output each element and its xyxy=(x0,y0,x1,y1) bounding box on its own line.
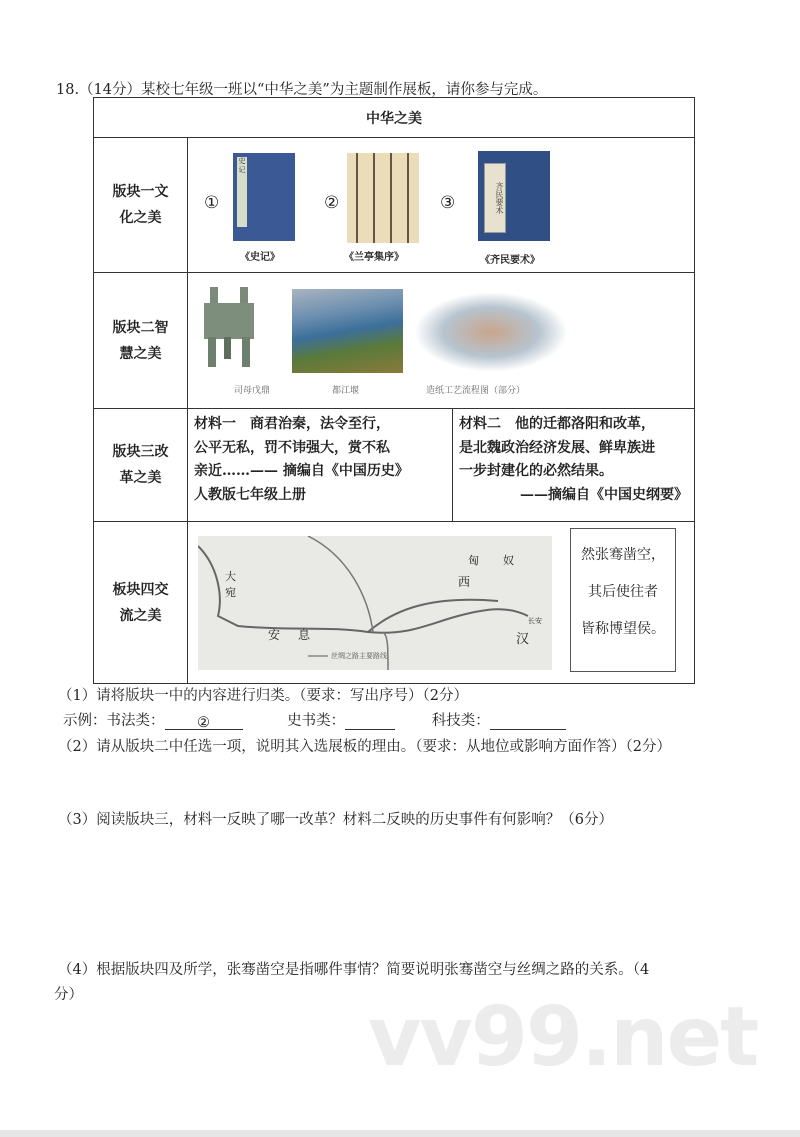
dujiangyan-image xyxy=(292,289,403,373)
section-exchange xyxy=(94,522,695,684)
material-one: 材料一 商君治秦，法令至行， 公平无私，罚不讳强大，赏不私 亲近……—— 摘编自《中国历史》 人教版七年级上册 xyxy=(188,409,453,521)
qiminyaoshu-book-image: 齐民要术 xyxy=(478,151,550,241)
item-caption: 都江堰 xyxy=(332,386,360,396)
section-culture xyxy=(94,138,695,273)
watermark: vv99.net xyxy=(368,990,758,1085)
sub-question-4-cont: 分） xyxy=(54,987,83,1003)
item-marker: ① xyxy=(204,193,220,213)
sub-question-2: （2）请从版块二中任选一项，说明其入选展板的理由。（要求：从地位或影响方面作答）（2分） xyxy=(58,739,671,755)
sub-question-1: （1）请将版块一中的内容进行归类。（要求：写出序号）（2分） xyxy=(58,688,468,704)
sub-question-1-answers: 示例：书法类： ② 史书类： 科技类： xyxy=(63,709,566,730)
display-board-table xyxy=(93,97,695,684)
question-stem: 18.（14分）某校七年级一班以“中华之美”为主题制作展板，请你参与完成。 xyxy=(56,82,548,98)
board-title: 中华之美 xyxy=(94,98,695,138)
item-caption: 司母戊鼎 xyxy=(234,386,271,396)
bronze-ding-image xyxy=(202,287,256,369)
lanting-calligraphy-image xyxy=(347,153,419,243)
item-caption: 《齐民要术》 xyxy=(480,255,540,266)
sub-question-4: （4）根据版块四及所学，张骞凿空是指哪件事情？简要说明张骞凿空与丝绸之路的关系。（4 xyxy=(58,962,650,978)
section-label: 版块二智 慧之美 xyxy=(94,273,188,409)
history-answer-blank[interactable] xyxy=(345,715,395,730)
silk-road-map: 大 宛 安 息 匈 奴 西 汉 长安 丝绸之路主要路线 xyxy=(198,536,552,670)
shiji-book-image: 史记 xyxy=(233,153,295,241)
zhang-qian-quote-box: 然张骞凿空， 其后使往者 皆称博望侯。 xyxy=(570,528,676,672)
papermaking-process-image xyxy=(416,293,566,371)
section-reform xyxy=(94,409,695,522)
item-caption: 造纸工艺流程图（部分） xyxy=(426,386,526,396)
page-bottom-edge xyxy=(0,1130,800,1137)
sub-question-3: （3）阅读版块三，材料一反映了哪一改革？材料二反映的历史事件有何影响？（6分） xyxy=(58,812,613,828)
item-caption: 《史记》 xyxy=(240,252,280,263)
section-wisdom xyxy=(94,273,695,409)
section-label: 板块四交 流之美 xyxy=(94,522,188,684)
section-label: 版块三改 革之美 xyxy=(94,409,188,522)
item-marker: ② xyxy=(324,193,340,213)
item-marker: ③ xyxy=(440,193,456,213)
item-caption: 《兰亭集序》 xyxy=(344,252,404,263)
material-two: 材料二 他的迁都洛阳和改革， 是北魏政治经济发展、鲜卑族进 一步封建化的必然结果。 ——摘编自《中国史纲要》 xyxy=(459,416,688,503)
example-answer-blank: ② xyxy=(165,715,243,730)
section-label: 版块一文 化之美 xyxy=(94,138,188,273)
tech-answer-blank[interactable] xyxy=(490,715,566,730)
